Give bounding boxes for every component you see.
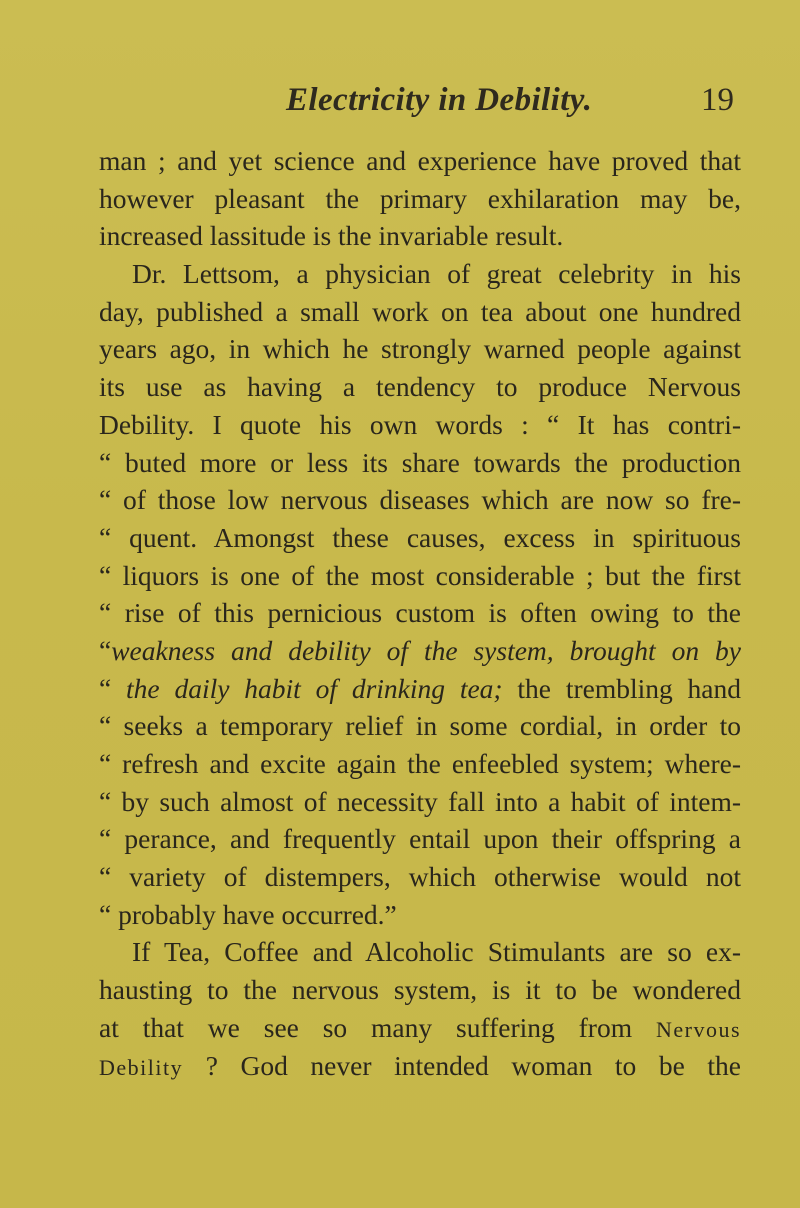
text-line: “ variety of distempers, which otherwise would not (99, 861, 741, 893)
text-line: day, published a small work on tea about one hundred (99, 295, 741, 327)
text-line-mixed (99, 1047, 741, 1085)
text-line: “ perance, and frequently entail upon their offspring a (99, 823, 741, 855)
text-segment: at that we see so many suffering from (99, 1011, 633, 1043)
text-line-mixed (99, 1009, 741, 1047)
text-line: its use as having a tendency to produce Nervous (99, 371, 741, 403)
running-head: Electricity in Debility. (286, 82, 593, 118)
text-line: “ of those low nervous diseases which are now so fre- (99, 484, 741, 516)
text-line: “ quent. Amongst these causes, excess in spirituous (99, 521, 741, 553)
text-line: hausting to the nervous system, is it to be wondered (99, 974, 741, 1006)
text-line: however pleasant the primary exhilaration may be, (99, 182, 741, 214)
text-line: years ago, in which he strongly warned people against (99, 333, 741, 365)
text-line: Dr. Lettsom, a physician of great celebrity in his (132, 258, 741, 290)
page-header (0, 78, 800, 128)
text-line-mixed (99, 670, 741, 708)
text-segment: the trembling hand (517, 672, 742, 704)
text-line: increased lassitude is the invariable result. (99, 220, 564, 252)
italic-phrase: the daily habit of drinking tea; (126, 672, 503, 704)
quote-mark: “ (99, 634, 112, 666)
text-line: “ refresh and excite again the enfeebled system; where- (99, 748, 741, 779)
text-line: “ liquors is one of the most considerable ; but the first (99, 559, 741, 591)
text-segment: ? God never intended woman to be the (205, 1049, 742, 1081)
small-caps-term: Debility (99, 1054, 184, 1080)
text-line: “ seeks a temporary relief in some cordial, in order to (99, 710, 741, 742)
text-line: “ probably have occurred.” (99, 898, 397, 930)
text-line: man ; and yet science and experience have proved that (99, 145, 741, 176)
text-line: “ rise of this pernicious custom is often owing to the (99, 597, 741, 629)
italic-phrase: weakness and debility of the system, brought on by (111, 634, 741, 666)
page-number: 19 (701, 82, 734, 118)
text-line: “ buted more or less its share towards the production (99, 446, 741, 478)
small-caps-term: Nervous (655, 1016, 742, 1042)
body-text (99, 142, 741, 1084)
text-line-mixed (99, 632, 741, 670)
text-line: “ by such almost of necessity fall into a habit of intem- (99, 785, 741, 817)
quote-mark: “ (99, 672, 112, 704)
text-line: If Tea, Coffee and Alcoholic Stimulants are so ex- (132, 936, 741, 968)
text-line: Debility. I quote his own words : “ It has contri- (99, 408, 741, 440)
